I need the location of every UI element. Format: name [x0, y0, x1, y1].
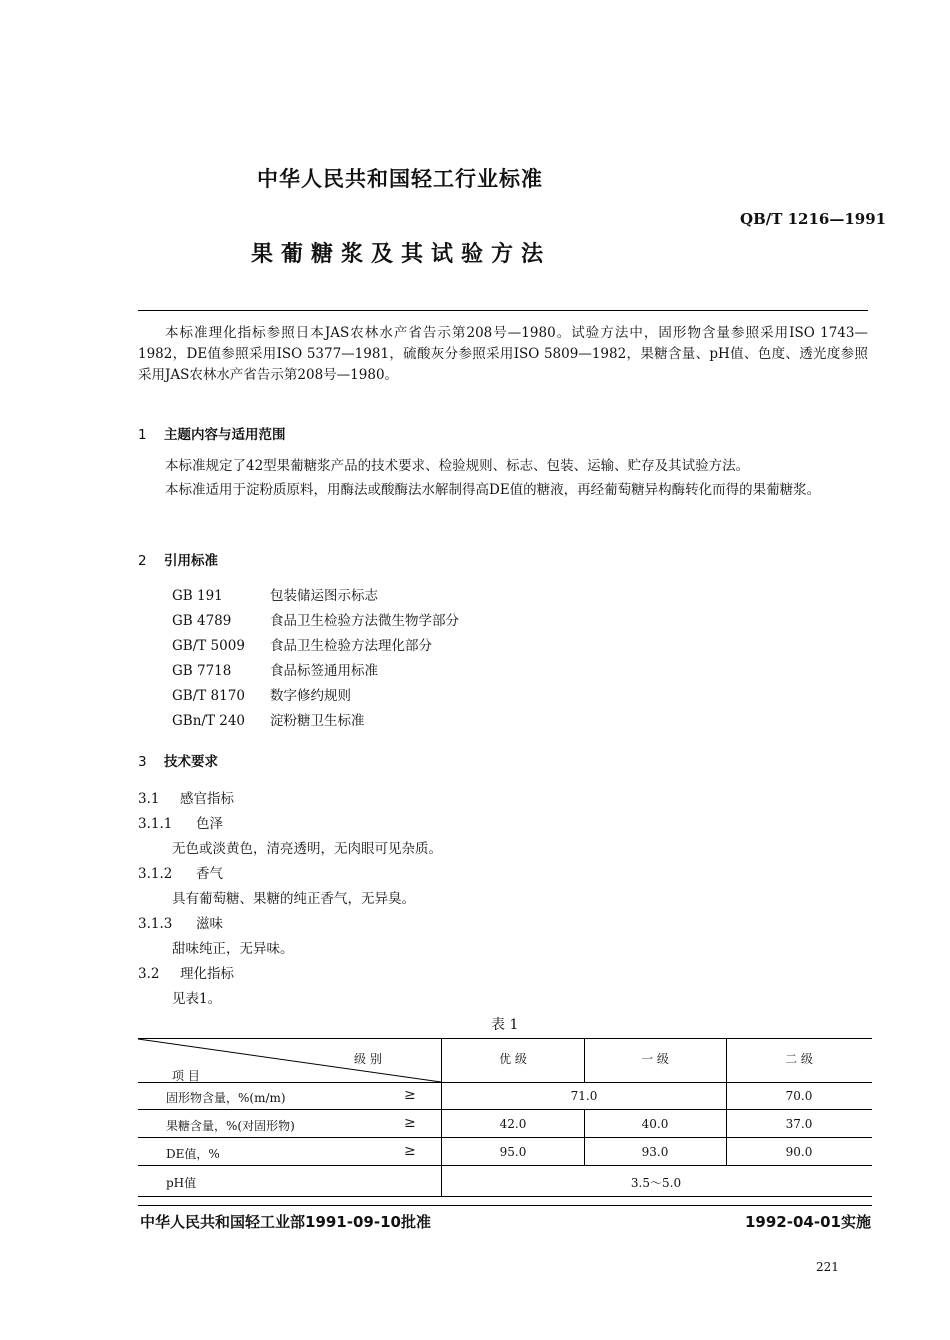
reference-code: GB/T 5009 [172, 638, 245, 654]
section-3-heading [138, 750, 218, 770]
header-grade-label: 级 别 [354, 1052, 382, 1066]
implementation-date: 1992-04-01实施 [745, 1213, 871, 1231]
row-value-first: 40.0 [641, 1117, 669, 1131]
reference-row [172, 659, 378, 679]
section-2-heading [138, 549, 218, 569]
reference-title: 淀粉糖卫生标准 [270, 713, 365, 729]
reference-code: GB 7718 [172, 663, 232, 679]
row-item: pH值 [166, 1176, 197, 1190]
reference-row [172, 684, 351, 704]
spec-table [138, 1038, 872, 1199]
intro-paragraph: 本标准理化指标参照日本JAS农林水产省告示第208号—1980。试验方法中，固形物含量参照采用ISO 1743—1982，DE值参照采用ISO 5377—1981，硫酸灰分参照采用ISO 5809—1982，果糖含量、pH值、色度、透光度参照采用JAS农林水产省告示第208号—1980。 [138, 325, 868, 383]
row-item: 果糖含量，%(对固形物) [166, 1119, 295, 1133]
section-title: 技术要求 [164, 754, 218, 770]
row-item: DE值，% [166, 1147, 220, 1161]
reference-row [172, 609, 459, 629]
row-item: 固形物含量，%(m/m) [166, 1091, 286, 1105]
row-value-superior: 95.0 [499, 1145, 527, 1159]
reference-row [172, 709, 365, 729]
section-number: 3 [138, 754, 147, 770]
color-description: 无色或淡黄色，清亮透明，无肉眼可见杂质。 [172, 841, 442, 857]
section-title: 主题内容与适用范围 [164, 427, 286, 443]
scope-paragraph-2: 本标准适用于淀粉质原料，用酶法或酸酶法水解制得高DE值的糖液，再经葡萄糖异构酶转化而得的果葡糖浆。 [165, 482, 821, 498]
table-column-rule [726, 1038, 727, 1165]
document-title: 果葡糖浆及其试验方法 [251, 242, 552, 267]
subsection-number: 3.1.2 [138, 866, 173, 882]
footer-divider [138, 1205, 872, 1206]
table-column-rule [584, 1038, 585, 1082]
reference-code: GB/T 8170 [172, 688, 245, 704]
subsection-title: 感官指标 [180, 791, 234, 807]
approval-line: 中华人民共和国轻工业部1991-09-10批准 [140, 1213, 431, 1231]
subsection-3-1-1-heading [138, 812, 223, 832]
reference-code: GB 4789 [172, 613, 232, 629]
standard-number: QB/T 1216—1991 [740, 210, 887, 228]
page-number: 221 [816, 1260, 839, 1274]
row-operator: ≥ [404, 1115, 416, 1131]
subsection-title: 色泽 [196, 816, 223, 832]
reference-title: 食品标签通用标准 [270, 663, 378, 679]
subsection-number: 3.1.3 [138, 916, 173, 932]
subsection-title: 理化指标 [180, 966, 234, 982]
section-number: 1 [138, 427, 147, 443]
subsection-title: 香气 [196, 866, 223, 882]
taste-description: 甜味纯正，无异味。 [172, 941, 294, 957]
subsection-3-1-3-heading [138, 912, 223, 932]
header-divider [138, 310, 868, 311]
subsection-title: 滋味 [196, 916, 223, 932]
aroma-description: 具有葡萄糖、果糖的纯正香气，无异臭。 [172, 891, 415, 907]
reference-title: 食品卫生检验方法理化部分 [270, 638, 432, 654]
table-column-rule [584, 1109, 585, 1165]
reference-code: GBn/T 240 [172, 713, 246, 729]
subsection-number: 3.2 [138, 966, 160, 982]
table-row-rule [138, 1109, 872, 1110]
subsection-3-1-heading [138, 787, 234, 807]
subsection-number: 3.1 [138, 791, 160, 807]
reference-title: 包装储运图示标志 [270, 588, 378, 604]
row-value-superior: 42.0 [499, 1117, 527, 1131]
row-value-second: 90.0 [785, 1145, 813, 1159]
reference-row [172, 584, 378, 604]
column-second: 二 级 [785, 1052, 813, 1066]
reference-title: 食品卫生检验方法微生物学部分 [270, 613, 459, 629]
row-operator: ≥ [404, 1087, 416, 1103]
reference-title: 数字修约规则 [270, 688, 351, 704]
section-1-heading [138, 423, 286, 443]
reference-code: GB 191 [172, 588, 223, 604]
row-value-second: 37.0 [785, 1117, 813, 1131]
row-value-second: 70.0 [785, 1089, 813, 1103]
section-number: 2 [138, 553, 147, 569]
subsection-3-2-heading [138, 962, 234, 982]
table-row-rule [138, 1165, 872, 1166]
table-bottom-rule [138, 1196, 872, 1197]
table-caption: 表 1 [491, 1017, 519, 1033]
row-value-all: 3.5～5.0 [630, 1176, 682, 1190]
column-superior: 优 级 [499, 1052, 527, 1066]
subsection-3-1-2-heading [138, 862, 223, 882]
header-item-label: 项 目 [172, 1069, 200, 1083]
row-value-first: 93.0 [641, 1145, 669, 1159]
row-value-superior-first: 71.0 [570, 1089, 598, 1103]
table-row-rule [138, 1137, 872, 1138]
scope-paragraph-1: 本标准规定了42型果葡糖浆产品的技术要求、检验规则、标志、包装、运输、贮存及其试验方法。 [165, 458, 750, 474]
org-title: 中华人民共和国轻工行业标准 [257, 167, 543, 191]
table-reference: 见表1。 [172, 991, 222, 1007]
reference-row [172, 634, 432, 654]
column-first: 一 级 [641, 1052, 669, 1066]
subsection-number: 3.1.1 [138, 816, 173, 832]
section-title: 引用标准 [164, 553, 218, 569]
row-operator: ≥ [404, 1143, 416, 1159]
